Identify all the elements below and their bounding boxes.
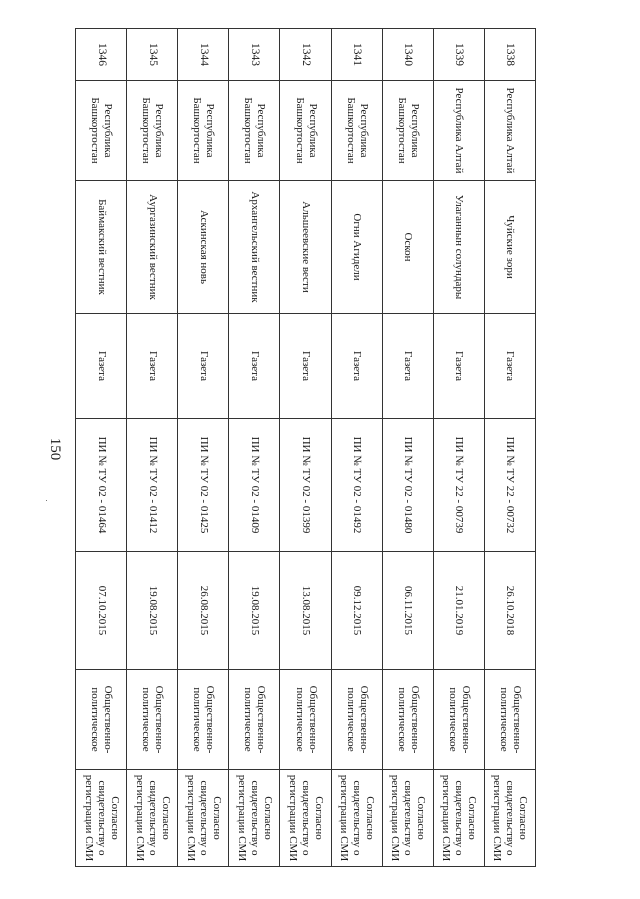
topic-cell: Общественно-политическое <box>433 670 484 770</box>
table-row <box>178 29 229 867</box>
topic-cell: Общественно-политическое <box>331 670 382 770</box>
table-row <box>433 29 484 867</box>
media-title-cell: Оскон <box>382 181 433 314</box>
note-cell: Согласно свидетельству о регистрации СМИ <box>484 770 535 867</box>
region-cell: Республика Башкортостан <box>76 81 127 181</box>
row-number-cell: 1340 <box>382 29 433 81</box>
row-number-cell: 1341 <box>331 29 382 81</box>
table-row <box>331 29 382 867</box>
page-number: 150 <box>47 437 63 461</box>
table-row <box>127 29 178 867</box>
media-title-cell: Альшеевские вести <box>280 181 331 314</box>
topic-cell: Общественно-политическое <box>127 670 178 770</box>
note-cell: Согласно свидетельству о регистрации СМИ <box>280 770 331 867</box>
registration-number-cell: ПИ № ТУ 02 - 01412 <box>127 419 178 552</box>
registration-number-cell: ПИ № ТУ 02 - 01399 <box>280 419 331 552</box>
note-cell: Согласно свидетельству о регистрации СМИ <box>382 770 433 867</box>
media-registry-table <box>75 28 536 867</box>
registry-table-rotated <box>75 28 536 866</box>
registration-number-cell: ПИ № ТУ 02 - 01480 <box>382 419 433 552</box>
registration-date-cell: 19.08.2015 <box>127 552 178 670</box>
region-cell: Республика Алтай <box>433 81 484 181</box>
media-title-cell: Огни Агидели <box>331 181 382 314</box>
topic-cell: Общественно-политическое <box>76 670 127 770</box>
table-row <box>484 29 535 867</box>
registration-number-cell: ПИ № ТУ 22 - 00739 <box>433 419 484 552</box>
topic-cell: Общественно-политическое <box>178 670 229 770</box>
media-type-cell: Газета <box>280 314 331 419</box>
media-type-cell: Газета <box>331 314 382 419</box>
registration-number-cell: ПИ № ТУ 02 - 01425 <box>178 419 229 552</box>
note-cell: Согласно свидетельству о регистрации СМИ <box>76 770 127 867</box>
media-type-cell: Газета <box>127 314 178 419</box>
registry-body <box>76 29 536 867</box>
registration-date-cell: 07.10.2015 <box>76 552 127 670</box>
row-number-cell: 1342 <box>280 29 331 81</box>
media-title-cell: Аскинская новь <box>178 181 229 314</box>
registration-date-cell: 06.11.2015 <box>382 552 433 670</box>
row-number-cell: 1339 <box>433 29 484 81</box>
registration-date-cell: 21.01.2019 <box>433 552 484 670</box>
registration-date-cell: 26.08.2015 <box>178 552 229 670</box>
media-type-cell: Газета <box>178 314 229 419</box>
region-cell: Республика Башкортостан <box>127 81 178 181</box>
topic-cell: Общественно-политическое <box>382 670 433 770</box>
region-cell: Республика Алтай <box>484 81 535 181</box>
media-title-cell: Улаганнын солундары <box>433 181 484 314</box>
registration-number-cell: ПИ № ТУ 02 - 01464 <box>76 419 127 552</box>
registration-number-cell: ПИ № ТУ 02 - 01409 <box>229 419 280 552</box>
media-title-cell: Баймакский вестник <box>76 181 127 314</box>
registration-number-cell: ПИ № ТУ 02 - 01492 <box>331 419 382 552</box>
registration-date-cell: 26.10.2018 <box>484 552 535 670</box>
row-number-cell: 1345 <box>127 29 178 81</box>
row-number-cell: 1344 <box>178 29 229 81</box>
media-type-cell: Газета <box>76 314 127 419</box>
region-cell: Республика Башкортостан <box>229 81 280 181</box>
registration-date-cell: 19.08.2015 <box>229 552 280 670</box>
topic-cell: Общественно-политическое <box>229 670 280 770</box>
table-row <box>229 29 280 867</box>
table-row <box>280 29 331 867</box>
registration-date-cell: 09.12.2015 <box>331 552 382 670</box>
media-title-cell: Аургазинский вестник <box>127 181 178 314</box>
registration-date-cell: 13.08.2015 <box>280 552 331 670</box>
topic-cell: Общественно-политическое <box>484 670 535 770</box>
table-row <box>76 29 127 867</box>
row-number-cell: 1338 <box>484 29 535 81</box>
media-type-cell: Газета <box>484 314 535 419</box>
note-cell: Согласно свидетельству о регистрации СМИ <box>178 770 229 867</box>
row-number-cell: 1343 <box>229 29 280 81</box>
scan-speck <box>46 500 47 501</box>
table-row <box>382 29 433 867</box>
region-cell: Республика Башкортостан <box>331 81 382 181</box>
media-title-cell: Архангельский вестник <box>229 181 280 314</box>
media-type-cell: Газета <box>382 314 433 419</box>
note-cell: Согласно свидетельству о регистрации СМИ <box>127 770 178 867</box>
registration-number-cell: ПИ № ТУ 22 - 00732 <box>484 419 535 552</box>
media-type-cell: Газета <box>433 314 484 419</box>
region-cell: Республика Башкортостан <box>280 81 331 181</box>
topic-cell: Общественно-политическое <box>280 670 331 770</box>
note-cell: Согласно свидетельству о регистрации СМИ <box>433 770 484 867</box>
note-cell: Согласно свидетельству о регистрации СМИ <box>331 770 382 867</box>
media-title-cell: Чуйские зори <box>484 181 535 314</box>
note-cell: Согласно свидетельству о регистрации СМИ <box>229 770 280 867</box>
region-cell: Республика Башкортостан <box>382 81 433 181</box>
media-type-cell: Газета <box>229 314 280 419</box>
region-cell: Республика Башкортостан <box>178 81 229 181</box>
row-number-cell: 1346 <box>76 29 127 81</box>
